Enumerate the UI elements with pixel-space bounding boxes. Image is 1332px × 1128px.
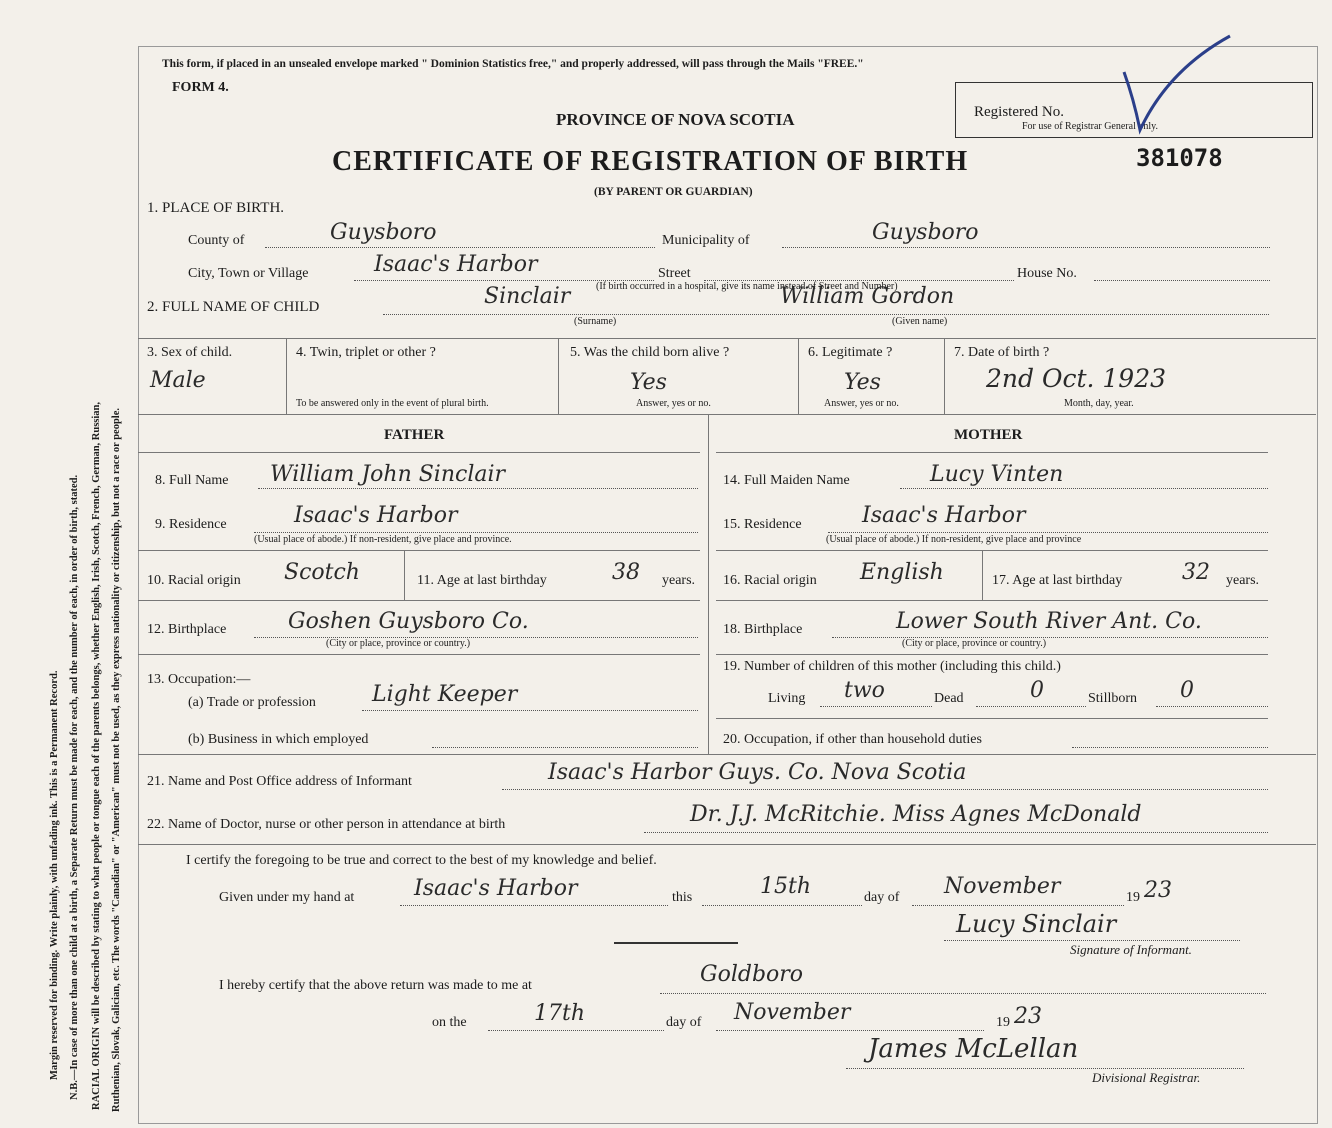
twin-note: To be answered only in the event of plural birth. <box>296 398 489 409</box>
city-value: Isaac's Harbor <box>374 252 538 277</box>
margin-note-1: Margin reserved for binding. Write plainly, with unfading ink. This is a Permanent Record. <box>49 670 60 1080</box>
mother-age-label: 17. Age at last birthday <box>992 573 1123 588</box>
doctor-label: 22. Name of Doctor, nurse or other person in attendance at birth <box>147 817 506 832</box>
registered-label: Registered No. <box>974 104 1064 120</box>
given-caption: (Given name) <box>892 316 948 327</box>
father-residence-value: Isaac's Harbor <box>294 503 458 528</box>
given-year-value: 23 <box>1144 878 1172 903</box>
mother-name-value: Lucy Vinten <box>930 462 1064 487</box>
mother-residence-label: 15. Residence <box>723 517 802 532</box>
child-name-label: 2. FULL NAME OF CHILD <box>147 299 320 315</box>
dob-label: 7. Date of birth ? <box>954 345 1050 360</box>
sex-value: Male <box>150 368 206 393</box>
given-day-value: 15th <box>760 874 812 899</box>
mother-years: years. <box>1226 573 1260 588</box>
this-label: this <box>672 890 693 905</box>
father-business-label: (b) Business in which employed <box>188 732 369 747</box>
doctor-value: Dr. J.J. McRitchie. Miss Agnes McDonald <box>690 802 1142 827</box>
street-label: Street <box>658 266 691 281</box>
mother-children-label: 19. Number of children of this mother (including this child.) <box>723 659 1061 674</box>
dob-value: 2nd Oct. 1923 <box>986 364 1167 393</box>
father-name-value: William John Sinclair <box>270 462 506 487</box>
legitimate-label: 6. Legitimate ? <box>808 345 893 360</box>
father-birthplace-value: Goshen Guysboro Co. <box>288 609 529 634</box>
informant-value: Isaac's Harbor Guys. Co. Nova Scotia <box>548 760 967 785</box>
mother-heading: MOTHER <box>954 427 1023 443</box>
alive-label: 5. Was the child born alive ? <box>570 345 730 360</box>
mother-birthplace-label: 18. Birthplace <box>723 622 803 637</box>
father-birthplace-label: 12. Birthplace <box>147 622 227 637</box>
legitimate-value: Yes <box>844 370 881 395</box>
registrar-day-of-label: day of <box>666 1015 702 1030</box>
father-race-label: 10. Racial origin <box>147 573 241 588</box>
sex-label: 3. Sex of child. <box>147 345 233 360</box>
legitimate-note: Answer, yes or no. <box>824 398 899 409</box>
alive-note: Answer, yes or no. <box>636 398 711 409</box>
mother-birthplace-note: (City or place, province or country.) <box>902 638 1047 649</box>
father-trade-value: Light Keeper <box>372 682 518 707</box>
father-age-value: 38 <box>612 560 640 585</box>
divisional-registrar-caption: Divisional Registrar. <box>1092 1070 1201 1085</box>
margin-note-4: Ruthenian, Slovak, Galician, etc. The words "Canadian" or "American" must not be used, as they express nationality or citizenship, but not a race or people. <box>111 407 122 1112</box>
father-birthplace-note: (City or place, province or country.) <box>326 638 471 649</box>
certificate-title: CERTIFICATE OF REGISTRATION OF BIRTH <box>332 146 969 177</box>
mother-occupation-label: 20. Occupation, if other than household duties <box>723 732 982 747</box>
county-label: County of <box>188 233 245 248</box>
registrar-month-value: November <box>734 1000 851 1025</box>
father-residence-label: 9. Residence <box>155 517 227 532</box>
stillborn-label: Stillborn <box>1088 691 1138 706</box>
informant-signature: Lucy Sinclair <box>956 910 1117 938</box>
hospital-note: (If birth occurred in a hospital, give its name instead of Street and Number) <box>596 281 898 292</box>
given-month-value: November <box>944 874 1061 899</box>
father-residence-note: (Usual place of abode.) If non-resident, give place and province. <box>254 534 512 545</box>
child-surname: Sinclair <box>484 284 571 309</box>
county-value: Guysboro <box>330 220 437 245</box>
dead-label: Dead <box>934 691 964 706</box>
given-day-of-label: day of <box>864 890 900 905</box>
living-label: Living <box>768 691 806 706</box>
mother-birthplace-value: Lower South River Ant. Co. <box>896 609 1202 634</box>
father-years: years. <box>662 573 696 588</box>
mother-residence-note: (Usual place of abode.) If non-resident, give place and province <box>826 534 1082 545</box>
father-race-value: Scotch <box>284 560 360 585</box>
father-trade-label: (a) Trade or profession <box>188 695 316 710</box>
registrar-day-value: 17th <box>534 1001 586 1026</box>
registrar-use-note: For use of Registrar General only. <box>1022 121 1158 132</box>
mother-race-value: English <box>860 560 944 585</box>
dead-value: 0 <box>1030 678 1044 703</box>
on-the-label: on the <box>432 1015 467 1030</box>
municipality-label: Municipality of <box>662 233 750 248</box>
dob-note: Month, day, year. <box>1064 398 1134 409</box>
surname-caption: (Surname) <box>574 316 617 327</box>
registrar-year-prefix: 19 <box>996 1015 1010 1030</box>
postage-notice: This form, if placed in an unsealed envelope marked " Dominion Statistics free," and properly addressed, will pass through the Mails "FREE." <box>162 58 864 70</box>
signature-informant-caption: Signature of Informant. <box>1070 942 1192 957</box>
check-mark-icon <box>1118 30 1238 140</box>
city-label: City, Town or Village <box>188 266 309 281</box>
province-heading: PROVINCE OF NOVA SCOTIA <box>556 110 795 129</box>
given-place-value: Isaac's Harbor <box>414 876 578 901</box>
alive-value: Yes <box>630 370 667 395</box>
certify-text: I certify the foregoing to be true and correct to the best of my knowledge and belief. <box>186 853 657 868</box>
place-heading: 1. PLACE OF BIRTH. <box>147 200 285 216</box>
registered-number: 381078 <box>1136 144 1223 172</box>
living-value: two <box>844 678 885 703</box>
mother-residence-value: Isaac's Harbor <box>862 503 1026 528</box>
given-under-label: Given under my hand at <box>219 890 355 905</box>
registrar-year-value: 23 <box>1014 1004 1042 1029</box>
mother-name-label: 14. Full Maiden Name <box>723 473 850 488</box>
father-name-label: 8. Full Name <box>155 473 229 488</box>
father-heading: FATHER <box>384 427 445 443</box>
stillborn-value: 0 <box>1180 678 1194 703</box>
child-given-name: William Gordon <box>780 284 955 309</box>
given-year-prefix: 19 <box>1126 890 1140 905</box>
house-label: House No. <box>1017 266 1077 281</box>
certificate-subtitle: (BY PARENT OR GUARDIAN) <box>594 186 753 198</box>
mother-race-label: 16. Racial origin <box>723 573 817 588</box>
margin-note-2: N.B.—In case of more than one child at a birth, a Separate Return must be made for each, and the number of each, in order of birth, stated. <box>69 474 80 1100</box>
registrar-text: I hereby certify that the above return was made to me at <box>219 978 532 993</box>
father-occupation-label: 13. Occupation:— <box>147 672 251 687</box>
mother-age-value: 32 <box>1182 560 1210 585</box>
municipality-value: Guysboro <box>872 220 979 245</box>
registrar-signature: James McLellan <box>868 1034 1079 1064</box>
twin-label: 4. Twin, triplet or other ? <box>296 345 436 360</box>
form-number: FORM 4. <box>172 80 229 95</box>
father-age-label: 11. Age at last birthday <box>417 573 547 588</box>
informant-label: 21. Name and Post Office address of Informant <box>147 774 412 789</box>
registrar-place-value: Goldboro <box>700 962 804 987</box>
margin-note-3: RACIAL ORIGIN will be described by stating to what people or tongue each of the parents belongs, whether English, Irish, Scotch, French, German, Russian, <box>91 401 102 1110</box>
